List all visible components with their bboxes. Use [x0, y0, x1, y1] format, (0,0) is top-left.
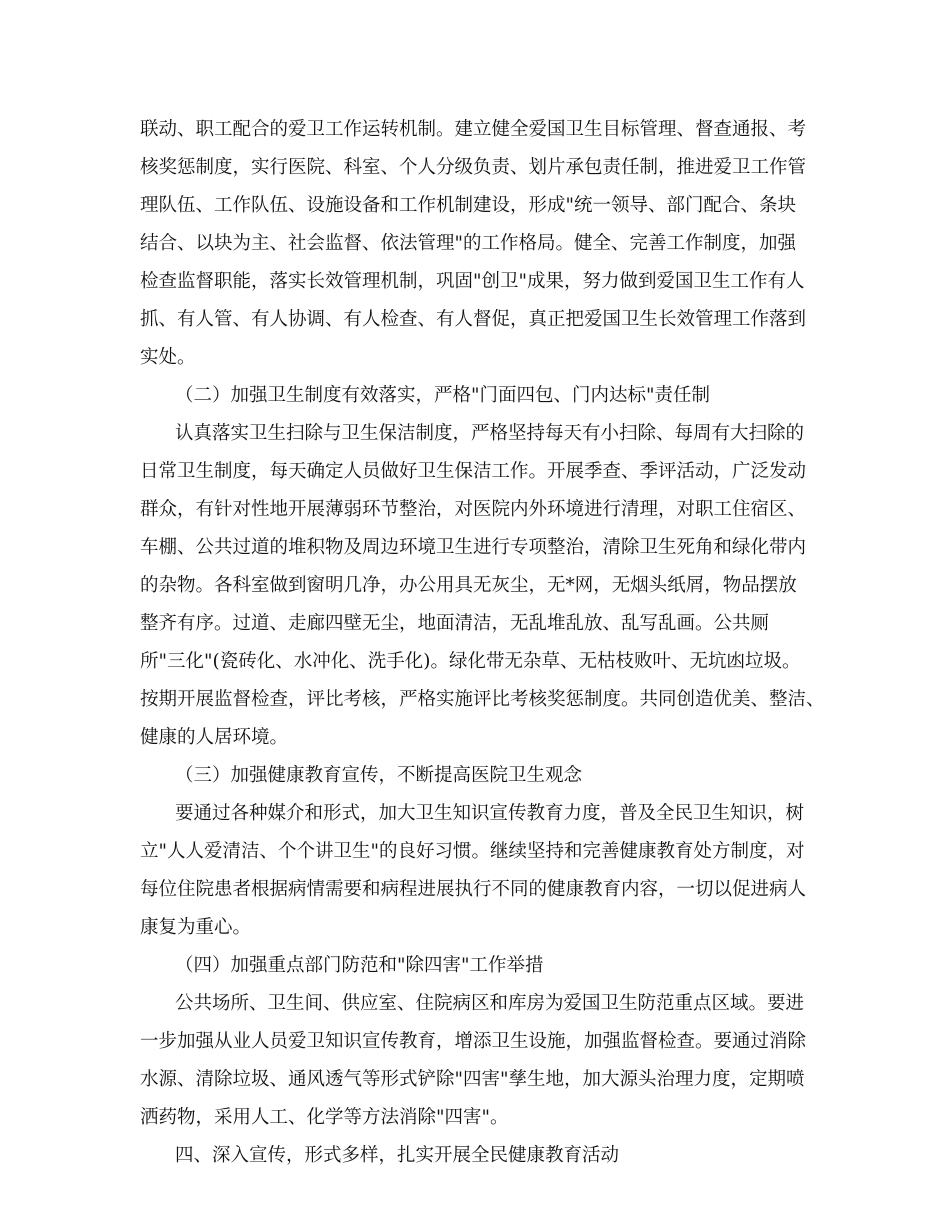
body-text-line: 整齐有序。过道、走廊四壁无尘，地面清洁，无乱堆乱放、乱写乱画。公共厕 — [140, 613, 770, 634]
section-heading: 四、深入宣传，形式多样，扎实开展全民健康教育活动 — [175, 1145, 620, 1166]
body-text-line: 水源、清除垃圾、通风透气等形式铲除"四害"孳生地，加大源头治理力度，定期喷 — [140, 1069, 805, 1090]
body-text-line: 按期开展监督检查，评比考核，严格实施评比考核奖惩制度。共同创造优美、整洁、 — [140, 689, 825, 710]
section-heading: （三）加强健康教育宣传，不断提高医院卫生观念 — [175, 765, 583, 786]
body-text-line: 实处。 — [140, 347, 196, 368]
body-text-line: 洒药物，采用人工、化学等方法消除"四害"。 — [140, 1107, 509, 1128]
section-heading: （二）加强卫生制度有效落实，严格"门面四包、门内达标"责任制 — [175, 385, 711, 406]
body-text-line: 立"人人爱清洁、个个讲卫生"的良好习惯。继续坚持和完善健康教育处方制度，对 — [140, 841, 805, 862]
body-text-line: 要通过各种媒介和形式，加大卫生知识宣传教育力度，普及全民卫生知识，树 — [175, 803, 805, 824]
section-heading: （四）加强重点部门防范和"除四害"工作举措 — [175, 955, 544, 976]
body-text-line: 联动、职工配合的爱卫工作运转机制。建立健全爱国卫生目标管理、督查通报、考 — [140, 119, 807, 140]
body-text-line: 每位住院患者根据病情需要和病程进展执行不同的健康教育内容，一切以促进病人 — [140, 879, 807, 900]
body-text-line: 群众，有针对性地开展薄弱环节整治，对医院内外环境进行清理，对职工住宿区、 — [140, 499, 807, 520]
body-text-line: 公共场所、卫生间、供应室、住院病区和库房为爱国卫生防范重点区域。要进 — [175, 993, 805, 1014]
body-text-line: 结合、以块为主、社会监督、依法管理"的工作格局。健全、完善工作制度，加强 — [140, 233, 797, 254]
body-text-line: 理队伍、工作队伍、设施设备和工作机制建设，形成"统一领导、部门配合、条块 — [140, 195, 797, 216]
body-text-line: 所"三化"(瓷砖化、水冲化、洗手化)。绿化带无杂草、无枯枝败叶、无坑凼垃圾。 — [140, 651, 801, 672]
body-text-line: 抓、有人管、有人协调、有人检查、有人督促，真正把爱国卫生长效管理工作落到 — [140, 309, 807, 330]
body-text-line: 的杂物。各科室做到窗明几净，办公用具无灰尘，无*网，无烟头纸屑，物品摆放 — [140, 575, 797, 596]
body-text-line: 一步加强从业人员爱卫知识宣传教育，增添卫生设施，加强监督检查。要通过消除 — [140, 1031, 807, 1052]
body-text-line: 认真落实卫生扫除与卫生保洁制度，严格坚持每天有小扫除、每周有大扫除的 — [175, 423, 805, 444]
body-text-line: 车棚、公共过道的堆积物及周边环境卫生进行专项整治，清除卫生死角和绿化带内 — [140, 537, 807, 558]
body-text-line: 康复为重心。 — [140, 917, 252, 938]
body-text-line: 健康的人居环境。 — [140, 727, 289, 748]
body-text-line: 日常卫生制度，每天确定人员做好卫生保洁工作。开展季查、季评活动，广泛发动 — [140, 461, 807, 482]
body-text-line: 核奖惩制度，实行医院、科室、个人分级负责、划片承包责任制，推进爱卫工作管 — [140, 157, 807, 178]
body-text-line: 检查监督职能，落实长效管理机制，巩固"创卫"成果，努力做到爱国卫生工作有人 — [140, 271, 805, 292]
